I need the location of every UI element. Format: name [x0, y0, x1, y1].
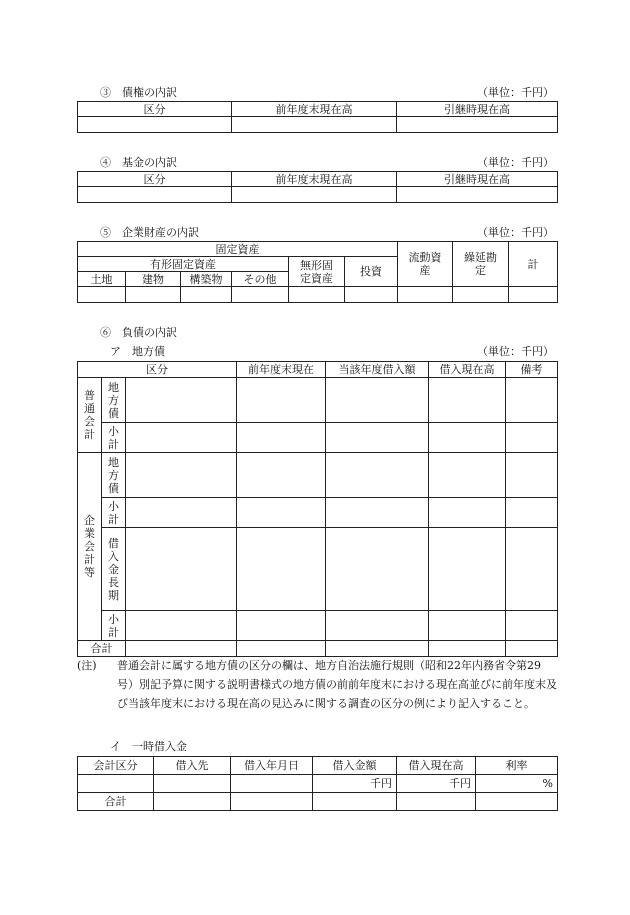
section-6-title: ⑥ 負債の内訳: [100, 326, 177, 339]
header-borrow-date: 借入年月日: [231, 757, 313, 775]
cell: [126, 453, 237, 498]
header-account-type: 会計区分: [78, 757, 154, 775]
cell: [506, 528, 558, 611]
cell: [237, 641, 326, 657]
cell: [429, 423, 506, 453]
label-total: 合計: [78, 793, 154, 811]
cell: [289, 287, 345, 303]
header-lender: 借入先: [154, 757, 231, 775]
cell: [78, 187, 232, 203]
header-investment: 投資: [345, 257, 398, 287]
header-tangible-fixed: 有形固定資産: [78, 257, 289, 272]
footnote: [77, 656, 557, 713]
header-kubun: 区分: [78, 172, 232, 187]
label-subtotal: 小 計: [102, 498, 126, 528]
cell: [429, 641, 506, 657]
header-building: 建物: [126, 272, 181, 287]
header-prev-year-balance: 前年度末現在高: [232, 172, 397, 187]
cell: [326, 378, 429, 423]
cell: [78, 775, 154, 793]
header-handover-balance: 引継時現在高: [397, 102, 558, 117]
label-enterprise-account: 企 業 会 計 等: [78, 453, 102, 641]
cell: [429, 528, 506, 611]
header-interest-rate: 利率: [476, 757, 558, 775]
cell: [429, 611, 506, 641]
cell: [237, 453, 326, 498]
cell: [345, 287, 398, 303]
header-current-assets: 流動資 産: [398, 242, 453, 287]
cell: [326, 453, 429, 498]
cell: [429, 378, 506, 423]
section-4-unit: （単位：千円）: [477, 156, 554, 169]
header-current-borrowing: 当該年度借入額: [326, 362, 429, 378]
label-local-bond: 地 方 債: [102, 453, 126, 498]
footnote-label: (注): [77, 659, 97, 672]
cell: [313, 793, 397, 811]
cell: [237, 423, 326, 453]
cell: [237, 611, 326, 641]
temporary-loans-table: [77, 756, 558, 811]
label-grand-total: 合計: [78, 641, 126, 657]
section-3-unit: （単位：千円）: [477, 86, 554, 99]
cell: [506, 611, 558, 641]
cell: [126, 498, 237, 528]
header-remarks: 備考: [506, 362, 558, 378]
cell: [232, 117, 397, 133]
section-5-title: ⑤ 企業財産の内訳: [100, 226, 199, 239]
label-subtotal: 小 計: [102, 611, 126, 641]
cell: [506, 498, 558, 528]
cell: [397, 187, 558, 203]
header-total: 計: [509, 242, 558, 287]
cell: [154, 775, 231, 793]
header-fixed-assets: 固定資産: [78, 242, 398, 257]
cell: [506, 423, 558, 453]
cell: [326, 498, 429, 528]
cell: [237, 378, 326, 423]
cell: [506, 641, 558, 657]
section-6-sub-a: ア 地方債: [110, 345, 165, 358]
label-subtotal: 小 計: [102, 423, 126, 453]
section-5-unit: （単位：千円）: [477, 226, 554, 239]
cell: [509, 287, 558, 303]
header-deferred: 繰延勘 定: [453, 242, 509, 287]
cell: [237, 528, 326, 611]
cell: [78, 287, 126, 303]
cell: [78, 117, 232, 133]
liabilities-table: [77, 361, 558, 657]
cell: [326, 641, 429, 657]
section-4-title: ④ 基金の内訳: [100, 156, 177, 169]
cell: [126, 611, 237, 641]
cell: [126, 423, 237, 453]
balance-unit: 千円: [397, 775, 476, 793]
receivables-table: [77, 101, 558, 133]
cell: [429, 498, 506, 528]
header-kubun: 区分: [78, 102, 232, 117]
cell: [506, 453, 558, 498]
cell: [326, 611, 429, 641]
header-prev-year-balance: 前年度末現在高: [232, 102, 397, 117]
section-b-title: イ 一時借入金: [110, 740, 187, 753]
section-3-title: ③ 債権の内訳: [100, 86, 177, 99]
cell: [429, 453, 506, 498]
cell: [126, 641, 237, 657]
header-other: その他: [232, 272, 289, 287]
header-borrow-balance: 借入現在高: [397, 757, 476, 775]
funds-table: [77, 171, 558, 203]
cell: [398, 287, 453, 303]
header-structure: 構築物: [181, 272, 232, 287]
header-land: 土地: [78, 272, 126, 287]
amount-unit: 千円: [313, 775, 397, 793]
cell: [237, 498, 326, 528]
cell: [154, 793, 231, 811]
cell: [326, 423, 429, 453]
header-kubun: 区分: [78, 362, 237, 378]
cell: [181, 287, 232, 303]
cell: [231, 793, 313, 811]
cell: [506, 378, 558, 423]
cell: [453, 287, 509, 303]
footnote-text: 普通会計に属する地方債の区分の欄は、地方自治法施行規則（昭和22年内務省令第29号）別記予算に関する説明書様式の地方債の前前年度末における現在高並びに前年度末及び当該年度末における現在高の見込みに関する調査の区分の例により記入すること。: [117, 659, 557, 710]
rate-unit: %: [476, 775, 558, 793]
label-long-term-loan: 借 入 金 長 期: [102, 528, 126, 611]
cell: [126, 378, 237, 423]
cell: [326, 528, 429, 611]
header-borrow-amount: 借入金額: [313, 757, 397, 775]
cell: [476, 793, 558, 811]
header-prev-year-end: 前年度末現在: [237, 362, 326, 378]
cell: [231, 775, 313, 793]
header-intangible-fixed: 無形固 定資産: [289, 257, 345, 287]
header-borrow-balance: 借入現在高: [429, 362, 506, 378]
cell: [232, 287, 289, 303]
cell: [126, 528, 237, 611]
section-6-unit: （単位：千円）: [477, 345, 554, 358]
label-local-bond: 地 方 債: [102, 378, 126, 423]
label-general-account: 普 通 会 計: [78, 378, 102, 453]
cell: [397, 793, 476, 811]
cell: [126, 287, 181, 303]
enterprise-assets-table: [77, 241, 558, 303]
cell: [397, 117, 558, 133]
header-handover-balance: 引継時現在高: [397, 172, 558, 187]
cell: [232, 187, 397, 203]
